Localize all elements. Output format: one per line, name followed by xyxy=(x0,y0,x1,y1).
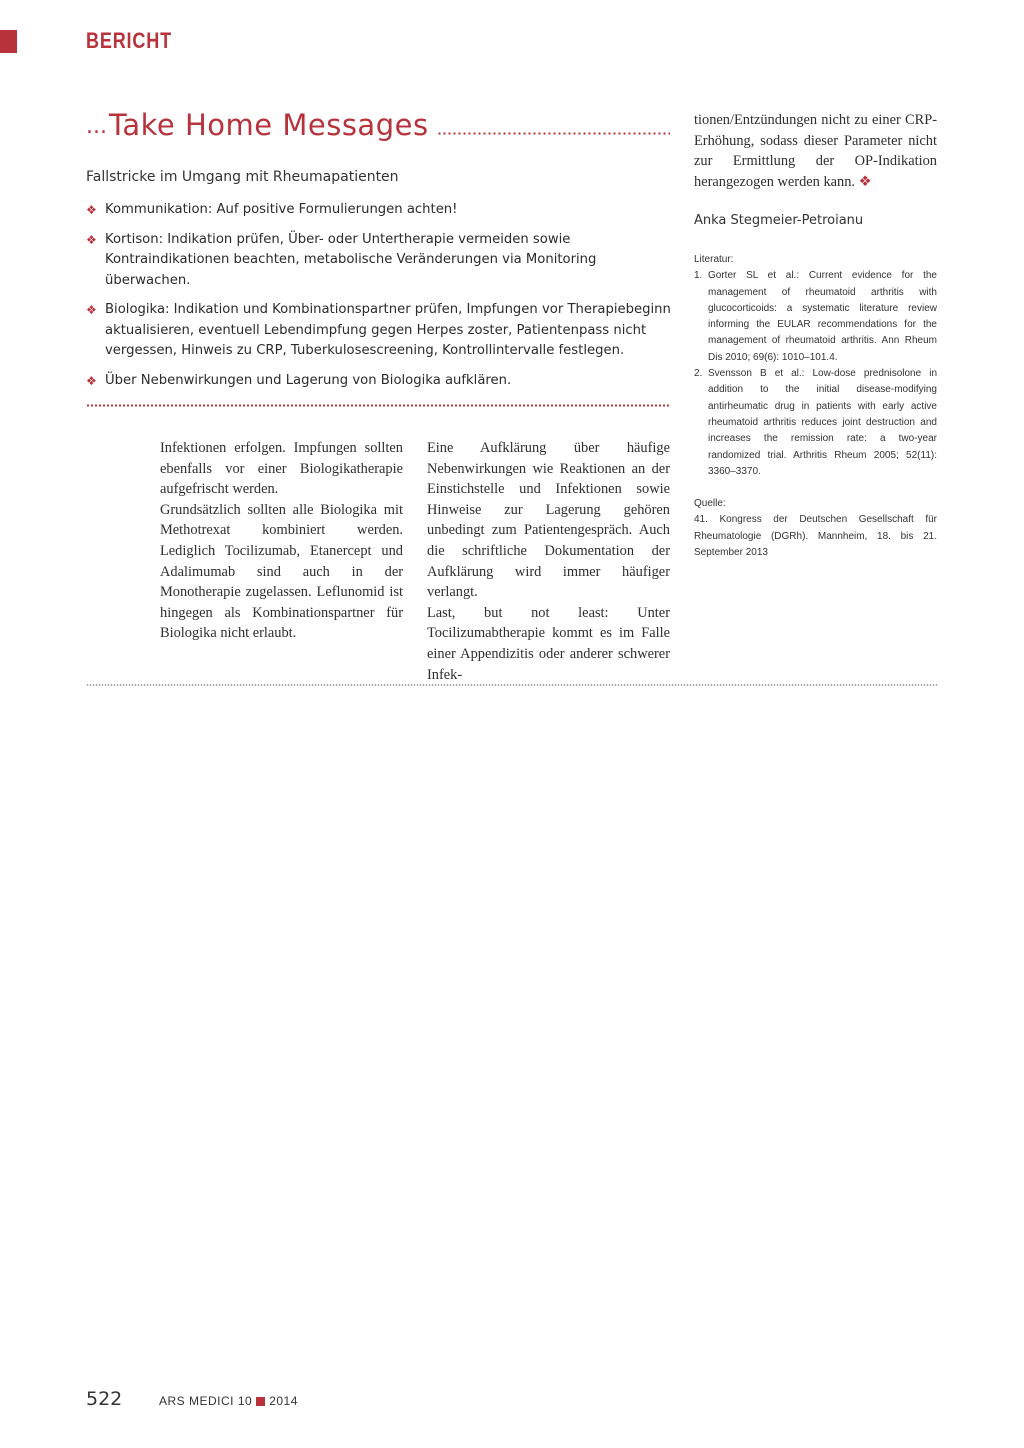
diamond-bullet-icon: ❖ xyxy=(86,203,97,217)
body-column-right-continuation: tionen/Entzündungen nicht zu einer CRP-Erhöhung, sodass dieser Parameter nicht zur Ermittlung der OP-Indikation herangezogen werden kann. ❖ xyxy=(694,112,937,190)
body-column-b: Eine Aufklärung über häufige Nebenwirkungen wie Reaktionen an der Einstichstelle und Infektionen sowie Hinweise zur Lagerung gehören unbedingt zum Patientengespräch. Auch die schriftliche Dokumentation der Aufklärung wird immer häufiger verlangt. Last, but not least: Unter Tocilizumabtherapie kommt es im Falle einer Appendizitis oder anderer schwerer Infek- xyxy=(427,440,670,683)
bullet-item: ❖ Über Nebenwirkungen und Lagerung von Biologika aufklären. xyxy=(86,371,676,392)
page-number: 522 xyxy=(86,1388,123,1410)
literature-block xyxy=(694,252,937,561)
diamond-bullet-icon: ❖ xyxy=(86,303,97,317)
journal-footer xyxy=(159,1394,298,1408)
end-of-article-icon: ❖ xyxy=(858,173,872,190)
page-divider xyxy=(86,684,938,686)
title-lead-dots: ... xyxy=(86,114,107,139)
square-separator-icon xyxy=(256,1397,265,1406)
bullet-item: ❖ Biologika: Indikation und Kombinationspartner prüfen, Impfungen vor Therapiebeginn aktualisieren, eventuell Lebendimpfung gegen Herpes zoster, Patientenpass nicht vergessen, Hinweis zu CRP, Tuberkulosescreening, Kontrollintervalle festlegen. xyxy=(86,302,671,358)
source-text: 41. Kongress der Deutschen Gesellschaft für Rheumatologie (DGRh). Mannheim, 18. bis 21. September 2013 xyxy=(694,514,937,559)
diamond-bullet-icon: ❖ xyxy=(86,373,97,388)
reference-item: 2. Svensson B et al.: Low-dose prednisolone in addition to the initial disease-modifying antirheumatic drug in patients with early active rheumatoid arthritis reduces joint destruction and increases the remission rate: a two-year randomized trial. Arthritis Rheum 2005; 52(11): 3360–3370. xyxy=(694,368,937,477)
take-home-title xyxy=(86,106,670,142)
bullet-item: ❖ Kommunikation: Auf positive Formulierungen achten! xyxy=(86,200,676,221)
journal-year: 2014 xyxy=(269,1394,298,1408)
body-column-a: Infektionen erfolgen. Impfungen sollten ebenfalls vor einer Biologikatherapie aufgefrischt werden. Grundsätzlich sollten alle Biologika mit Methotrexat kombiniert werden. Lediglich Tocilizumab, Etanercept und Adalimumab sind auch in der Monotherapie zugelassen. Leflunomid ist hingegen als Kombinationspartner für Biologika nicht erlaubt. xyxy=(160,440,403,642)
take-home-bullets xyxy=(86,200,676,400)
diamond-bullet-icon: ❖ xyxy=(86,232,97,247)
literature-header: Literatur: xyxy=(694,254,734,265)
bullet-item: ❖ Kortison: Indikation prüfen, Über- oder Untertherapie vermeiden sowie Kontraindikationen beachten, metabolische Veränderungen via Monitoring überwachen. xyxy=(86,231,597,288)
author-name: Anka Stegmeier-Petroianu xyxy=(694,213,864,228)
section-marker xyxy=(0,30,17,53)
reference-item: 1. Gorter SL et al.: Current evidence for the management of rheumatoid arthritis with glucocorticoids: a systematic literature review informing the EULAR recommendations for the management of rheumatoid arthritis. Ann Rheum Dis 2010; 69(6): 1010–101.4. xyxy=(694,270,937,363)
journal-name: ARS MEDICI 10 xyxy=(159,1394,253,1408)
title-dot-leader xyxy=(437,132,670,135)
title-text: Take Home Messages xyxy=(108,108,429,142)
source-header: Quelle: xyxy=(694,498,726,510)
take-home-subtitle: Fallstricke im Umgang mit Rheumapatienten xyxy=(86,169,399,185)
box-divider xyxy=(86,404,670,407)
section-label: BERICHT xyxy=(86,28,172,53)
